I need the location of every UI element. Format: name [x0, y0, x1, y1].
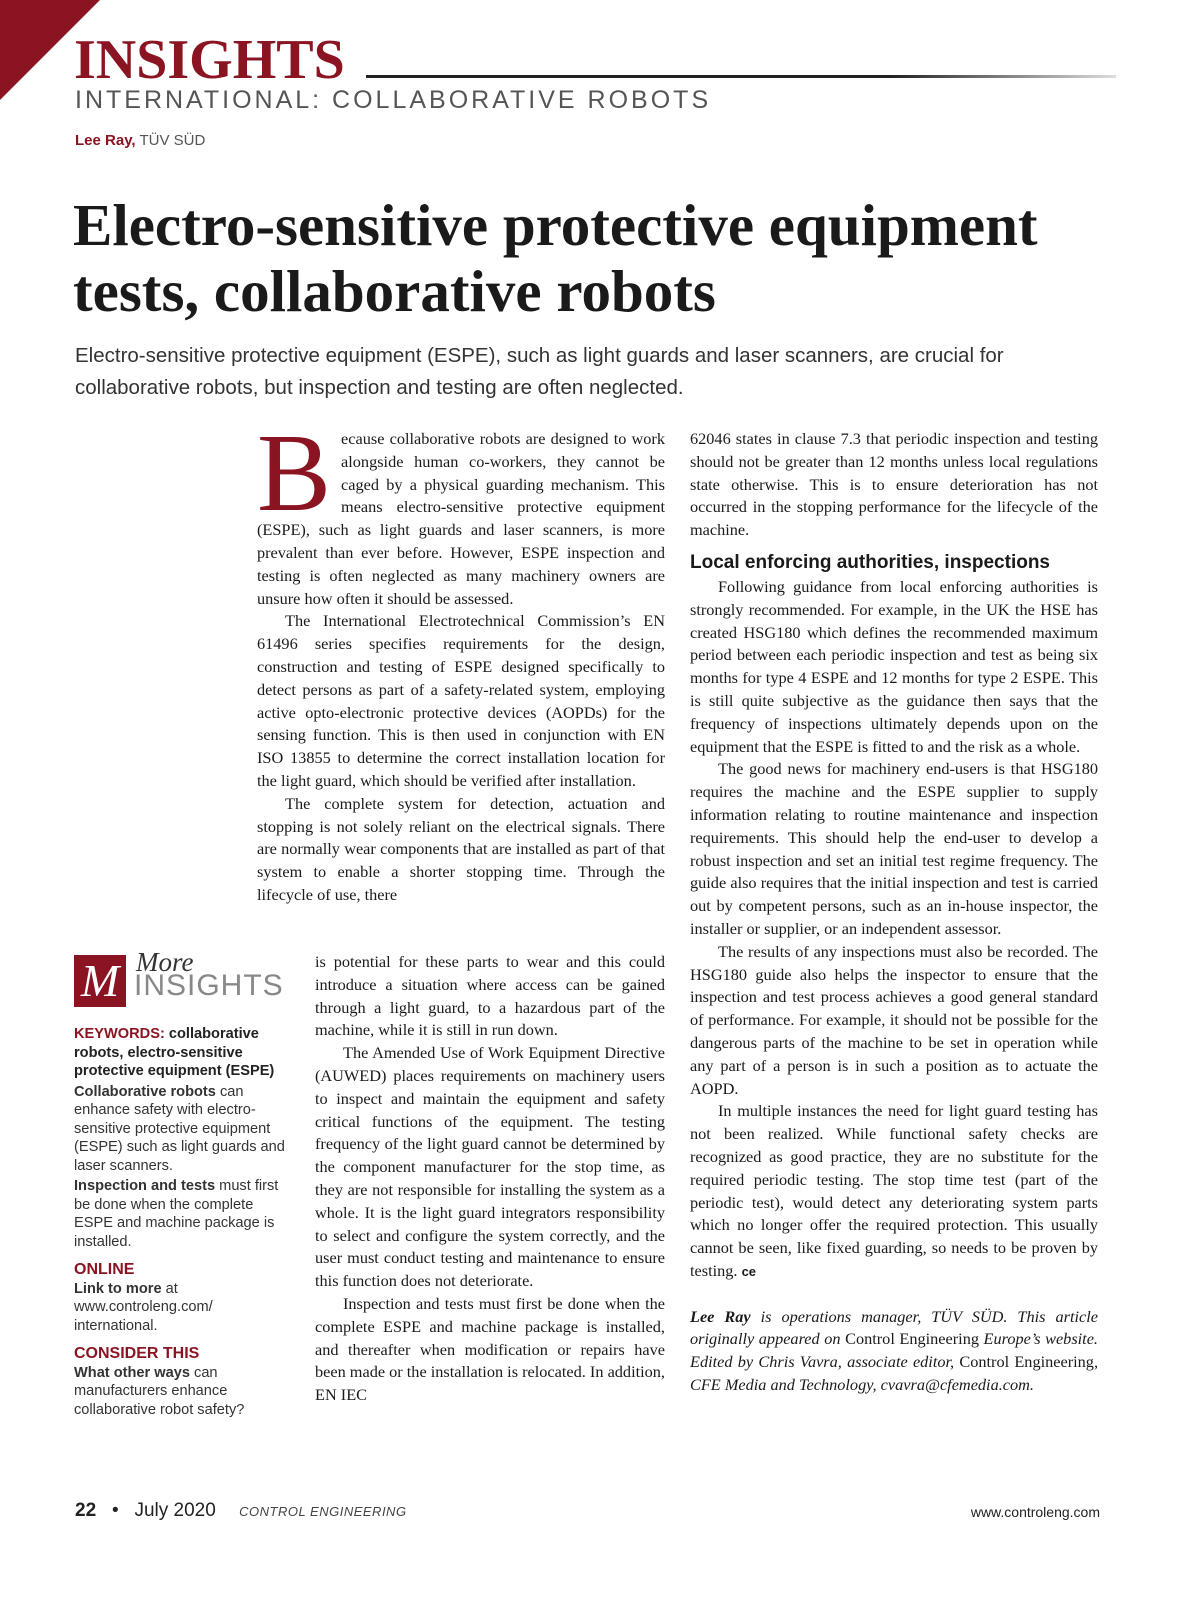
logo-m-icon: M: [74, 955, 126, 1007]
footer-bullet: •: [111, 1500, 119, 1521]
sidebar-item: Collaborative robots can enhance safety with electro-sensitive protective equipment (ESPE) such as light guards and laser scanners.: [74, 1083, 285, 1174]
paragraph: In multiple instances the need for light guard testing has not been realized. While functional safety checks are recognized as good practice, they are no substitute for the required periodic testing. The stop time test (part of the periodic test), would detect any deteriorating system parts which no longer offer the required protection. This usually cannot be seen, like fixed guarding, so needs to be proven by testing. ce: [690, 1101, 1098, 1280]
column-1-bottom: [315, 951, 665, 1407]
drop-cap: B: [257, 412, 332, 535]
paragraph: The results of any inspections must also be recorded. The HSG180 guide also helps the inspector to ensure that the inspection and test process achieves a good general standard of performance. For example, it should not be possible for the dangerous parts of the machine to be set in operation while any part of a person is in such a position as to actuate the AOPD.: [690, 941, 1098, 1098]
online-link[interactable]: Link to more at www.controleng.com/ international.: [74, 1280, 213, 1334]
article-title: Electro-sensitive protective equipment tests, collaborative robots: [73, 192, 1038, 324]
issue-date: July 2020: [134, 1500, 216, 1521]
online-heading: ONLINE: [74, 1261, 135, 1278]
page-number: 22: [75, 1500, 97, 1521]
paragraph: The International Electrotechnical Commission’s EN 61496 series specifies requirements for the design, construction and testing of ESPE designed specifically to detect persons as part of a safety-related system, employing active opto-electronic protective devices (AOPDs) for the sensing function. This is then used in conjunction with EN ISO 13855 to determine the correct installation location for the light guard, which should be verified after installation.: [257, 611, 665, 790]
section-subtitle: INTERNATIONAL: COLLABORATIVE ROBOTS: [75, 86, 712, 114]
paragraph: Inspection and tests must first be done when the complete ESPE and machine package is installed, and thereafter when modification or repairs have been made or the installation is relocated. In addition, EN IEC: [315, 1293, 665, 1405]
paragraph: The good news for machinery end-users is that HSG180 requires the machine and the ESPE supplier to supply information relating to routine maintenance and inspection requirements. This should help the end-user to develop a robust inspection and set an initial test regime frequency. The guide also requires that the initial inspection and test is carried out by competent persons, such as an in-house inspector, the installer or supplier, or an independent assessor.: [690, 759, 1098, 938]
paragraph: The Amended Use of Work Equipment Directive (AUWED) places requirements on machinery users to inspect and maintain the equipment and safety critical functions of the equipment. The testing frequency of the light guard cannot be determined by the component manufacturer for the stop time, as they are not responsible for installing the system as a whole. It is the light guard integrators responsibility to select and configure the system correctly, and the user must conduct testing and maintenance to ensure this function does not deteriorate.: [315, 1043, 665, 1291]
keywords: KEYWORDS: collaborative robots, electro-sensitive protective equipment (ESPE): [74, 1026, 275, 1079]
publication-name: CONTROL ENGINEERING: [239, 1504, 407, 1519]
page-footer: [75, 1500, 407, 1522]
header-rule: [366, 75, 1116, 78]
byline: [75, 132, 205, 149]
paragraph: Following guidance from local enforcing authorities is strongly recommended. For example, in the UK the HSE has created HSG180 which defines the recommended maximum period between each periodic inspection and test as being six months for type 4 ESPE and 12 months for type 2 ESPE. This is still quite subjective as the guidance then says that the frequency of inspections ultimately depends upon on the equipment that the ESPE is fitted to and the risk as a whole.: [690, 576, 1098, 756]
paragraph: The complete system for detection, actuation and stopping is not solely reliant on the electrical signals. There are normally wear components that are installed as part of that system to enable a shorter stopping time. Through the lifecycle of use, there: [257, 793, 665, 904]
article-deck: Electro-sensitive protective equipment (ESPE), such as light guards and laser scanners, are crucial for collaborative robots, but inspection and testing are often neglected.: [75, 344, 1004, 399]
author-bio: Lee Ray is operations manager, TÜV SÜD. This article originally appeared on Control Engineering Europe’s website. Edited by Chris Vavra, associate editor, Control Engineering, CFE Media and Technology, cvavra@cfemedia.com.: [690, 1306, 1099, 1395]
paragraph: Because collaborative robots are designed to work alongside human co-workers, they cannot be caged by a physical guarding mechanism. This means electro-sensitive protective equipment (ESPE), such as light guards and laser scanners, is more prevalent than ever before. However, ESPE inspection and testing is often neglected as many machinery owners are unsure how often it should be assessed.: [257, 412, 665, 608]
consider-heading: CONSIDER THIS: [74, 1345, 200, 1362]
more-insights-logo: M More INSIGHTS: [74, 955, 294, 1013]
end-mark: ce: [741, 1263, 757, 1279]
author-name: Lee Ray,: [75, 132, 136, 149]
column-1-top: [257, 412, 665, 907]
section-title: INSIGHTS: [74, 29, 345, 91]
footer-url[interactable]: www.controleng.com: [970, 1504, 1100, 1520]
paragraph: is potential for these parts to wear and this could introduce a situation where access can be gained through a light guard, to a hazardous part of the machine, while it is still in run down.: [315, 952, 665, 1040]
author-org: TÜV SÜD: [139, 132, 206, 149]
subheading: Local enforcing authorities, inspections: [690, 551, 1050, 573]
column-2: [690, 428, 1098, 1397]
more-insights-sidebar: [74, 947, 294, 1421]
sidebar-item: Inspection and tests must first be done when the complete ESPE and machine package is installed.: [74, 1178, 279, 1250]
paragraph: 62046 states in clause 7.3 that periodic inspection and testing should not be greater than 12 months unless local regulations state otherwise. This is to ensure deterioration has not occurred in the stopping performance for the lifecycle of the machine.: [690, 429, 1098, 540]
consider-question: What other ways can manufacturers enhance collaborative robot safety?: [74, 1364, 245, 1418]
